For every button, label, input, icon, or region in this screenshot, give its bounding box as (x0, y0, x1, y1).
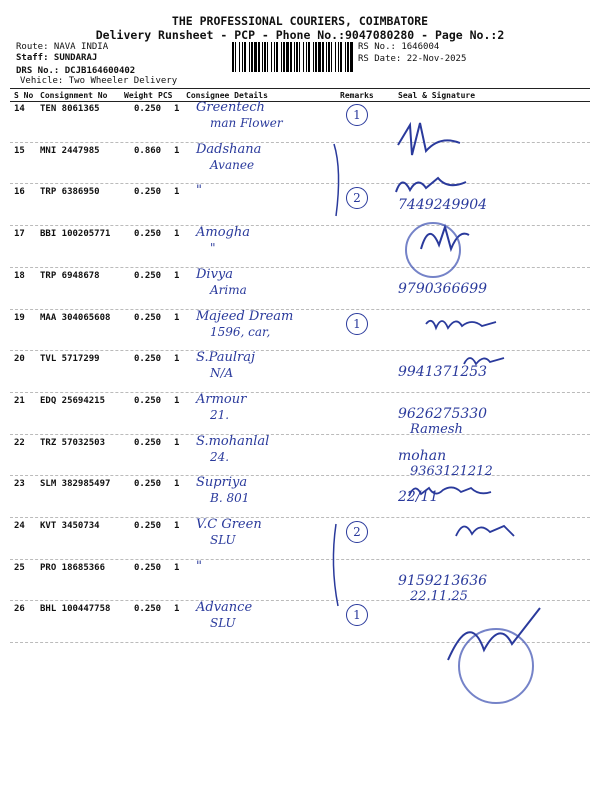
row-pcs: 1 (174, 479, 180, 490)
row-divider (10, 434, 590, 435)
row-weight: 0.250 (134, 104, 162, 114)
row-pcs: 1 (174, 437, 180, 448)
row-consignee-line2: SLU (210, 616, 236, 631)
row-sno: 15 (14, 145, 25, 156)
row-pcs: 1 (174, 395, 180, 406)
row-pcs: 1 (174, 604, 180, 615)
col-remarks: Remarks (340, 91, 374, 100)
row-weight: 0.250 (134, 521, 162, 531)
row-weight: 0.250 (134, 562, 162, 573)
row-weight: 0.250 (134, 395, 162, 406)
vehicle-label: Vehicle: Two Wheeler Delivery (20, 76, 178, 86)
row-consignee-line1: " (196, 183, 202, 199)
row-consignee-line2: 24. (210, 449, 230, 464)
row-consignee-line1: Majeed Dream (196, 308, 294, 324)
signature-row-19 (422, 312, 502, 336)
row-consignment-no: TRP 6386950 (40, 187, 100, 198)
brace-mark-lower (328, 520, 344, 610)
row-pcs: 1 (174, 104, 180, 114)
row-consignee-line1: V.C Green (196, 517, 262, 532)
brace-mark (330, 140, 346, 220)
seal-stamp-upper (405, 222, 461, 278)
row-sno: 26 (14, 604, 25, 615)
row-consignee-line2: N/A (210, 366, 234, 381)
row-weight: 0.250 (134, 479, 162, 490)
row-consignment-no: MNI 2447985 (40, 145, 100, 156)
row-consignee-line1: " (196, 558, 202, 574)
row-consignee-line1: Divya (196, 266, 234, 282)
row-consignment-no: TRZ 57032503 (40, 437, 106, 448)
row-seal-text1: 9941371253 (398, 364, 488, 381)
row-consignment-no: BHL 100447758 (40, 604, 111, 615)
row-pcs: 1 (174, 270, 180, 281)
row-pcs: 1 (174, 312, 180, 323)
row-sno: 17 (14, 229, 25, 240)
signature-row-26 (440, 600, 560, 680)
runsheet-subtitle: Delivery Runsheet - PCP - Phone No.:9047080280 - Page No.:2 (95, 28, 505, 42)
row-pcs: 1 (174, 145, 180, 156)
col-pcs: PCS (158, 91, 173, 100)
signature-row-16 (392, 170, 472, 200)
row-consignee-line1: Advance (196, 600, 253, 616)
row-divider (10, 225, 590, 226)
row-pcs: 1 (174, 521, 180, 531)
row-remark-circle: 1 (346, 604, 368, 626)
row-weight: 0.250 (134, 437, 162, 448)
company-name: THE PROFESSIONAL COURIERS, COIMBATORE (171, 14, 429, 28)
row-pcs: 1 (174, 354, 180, 365)
row-consignee-line1: Amogha (196, 225, 250, 241)
row-seal-text2: Ramesh (410, 421, 463, 437)
row-consignment-no: TEN 8061365 (40, 104, 100, 114)
row-pcs: 1 (174, 562, 180, 573)
row-remark-circle: 1 (346, 313, 368, 335)
row-consignee-line2: Arima (210, 282, 247, 297)
row-sno: 22 (14, 437, 25, 448)
row-consignee-line2: B. 801 (210, 491, 250, 506)
row-sno: 20 (14, 354, 25, 365)
col-seal-signature: Seal & Signature (398, 91, 476, 100)
row-seal-text1: 7449249904 (398, 197, 488, 214)
row-seal-text1: 9626275330 (398, 405, 488, 422)
route-label: Route: NAVA INDIA (16, 42, 109, 52)
row-consignee-line2: 1596, car, (210, 324, 271, 339)
row-remark-circle: 2 (346, 521, 368, 543)
row-seal-text2: 22.11.25 (410, 588, 468, 604)
row-consignee-line2: Avanee (210, 157, 255, 172)
row-divider (10, 559, 590, 560)
row-consignment-no: EDQ 25694215 (40, 395, 106, 406)
row-remark-circle: 2 (346, 187, 368, 209)
row-consignee-line2: 21. (210, 407, 230, 422)
col-sno: S No (14, 91, 34, 100)
row-consignment-no: PRO 18685366 (40, 562, 106, 573)
signature-row-14 (390, 115, 470, 165)
row-weight: 0.250 (134, 312, 162, 323)
col-weight: Weight (124, 91, 153, 100)
row-seal-text1: 22/11 (398, 489, 439, 506)
signature-row-20 (460, 350, 510, 370)
row-divider (10, 267, 590, 268)
drs-label: DRS No.: DCJB164600402 (16, 66, 136, 76)
row-consignment-no: MAA 304065608 (40, 312, 111, 323)
row-consignee-line1: Supriya (196, 475, 248, 491)
rs-number: RS No.: 1646004 (358, 42, 440, 52)
row-pcs: 1 (174, 187, 180, 198)
row-sno: 14 (14, 104, 25, 114)
row-divider (10, 392, 590, 393)
row-sno: 24 (14, 521, 25, 531)
row-seal-text1: 9159213636 (398, 572, 488, 589)
staff-label: Staff: SUNDARAJ (16, 53, 98, 63)
row-sno: 25 (14, 562, 25, 573)
row-weight: 0.250 (134, 270, 162, 281)
row-sno: 16 (14, 187, 25, 198)
row-sno: 19 (14, 312, 25, 323)
signature-row-24 (450, 516, 520, 544)
row-divider (10, 309, 590, 310)
row-divider (10, 142, 590, 143)
row-consignee-line1: Dadshana (196, 141, 262, 157)
row-consignment-no: BBI 100205771 (40, 229, 111, 240)
row-consignee-line1: Greentech (196, 100, 265, 115)
row-seal-text1: mohan (398, 447, 447, 464)
row-weight: 0.250 (134, 354, 162, 365)
row-sno: 23 (14, 479, 25, 490)
row-consignee-line2: " (210, 241, 216, 256)
row-consignee-line1: S.mohanlal (196, 433, 270, 449)
col-consignment: Consignment No (40, 91, 108, 100)
row-weight: 0.860 (134, 145, 162, 156)
row-consignee-line1: S.Paulraj (196, 350, 256, 366)
row-weight: 0.250 (134, 604, 162, 615)
row-consignment-no: TRP 6948678 (40, 270, 100, 281)
barcode-icon (232, 42, 354, 72)
row-weight: 0.250 (134, 229, 162, 240)
row-consignment-no: TVL 5717299 (40, 354, 100, 365)
signature-row-23 (405, 480, 495, 504)
row-consignee-line1: Armour (196, 391, 247, 407)
row-consignment-no: SLM 382985497 (40, 479, 111, 490)
row-pcs: 1 (174, 229, 180, 240)
row-weight: 0.250 (134, 187, 162, 198)
row-seal-text2: 9363121212 (410, 463, 493, 479)
column-rule (10, 101, 590, 102)
col-consignee: Consignee Details (186, 91, 268, 100)
row-consignee-line2: SLU (210, 533, 236, 547)
row-sno: 18 (14, 270, 25, 281)
rs-date: RS Date: 22-Nov-2025 (358, 54, 467, 64)
row-divider (10, 475, 590, 476)
row-divider (10, 183, 590, 184)
header-rule (10, 88, 590, 89)
row-consignment-no: KVT 3450734 (40, 521, 100, 531)
row-remark-circle: 1 (346, 104, 368, 126)
row-sno: 21 (14, 395, 25, 406)
row-seal-text1: 9790366699 (398, 280, 488, 297)
row-consignee-line2: man Flower (210, 116, 283, 130)
